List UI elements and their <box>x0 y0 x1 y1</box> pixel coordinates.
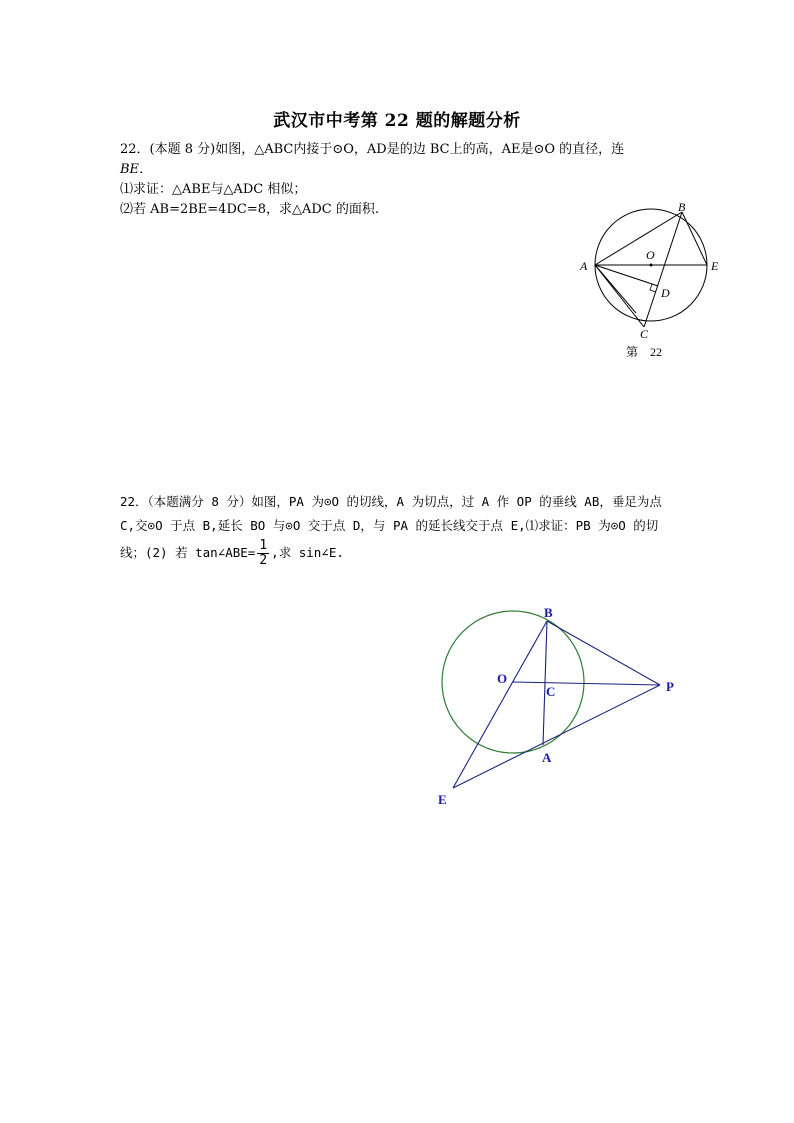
label-A: A <box>542 750 552 765</box>
label-C: C <box>546 684 556 699</box>
problem2-line3 <box>120 538 344 568</box>
fraction-one-half <box>257 539 269 568</box>
problem1-line3: ⑴求证：△ABE与△ADC 相似； <box>120 182 307 197</box>
problem1-line1: 22．(本题 8 分)如图，△ABC内接于⊙O，AD是的边 BC上的高，AE是⊙O 的直径，连 <box>120 142 625 157</box>
figure2-diagram <box>420 595 700 815</box>
page-title: 武汉市中考第 22 题的解题分析 <box>273 111 521 131</box>
label-O: O <box>497 671 508 686</box>
label-E: E <box>711 259 719 273</box>
segment-BE <box>453 621 547 788</box>
label-A: A <box>580 259 588 273</box>
center-dot <box>650 264 653 267</box>
segment-AB <box>595 212 682 265</box>
problem2-line2: C,交⊙O 于点 B,延长 BO 与⊙O 交于点 D，与 PA 的延长线交于点 E,⑴求证：PB 为⊙O 的切 <box>120 518 659 533</box>
problem1-line2: BE． <box>120 162 153 177</box>
label-B: B <box>678 200 686 214</box>
label-P: P <box>666 679 674 694</box>
label-D: D <box>661 286 670 300</box>
label-C: C <box>640 327 649 341</box>
problem2-line3-before: 线；(2) 若 tan∠ABE= <box>120 545 256 560</box>
fraction-numerator: 1 <box>259 538 268 553</box>
label-E: E <box>438 792 447 807</box>
segment-BP <box>547 621 660 685</box>
figure1-diagram <box>570 195 740 370</box>
figure1-caption: 第 22 <box>626 345 663 359</box>
segment-BC <box>644 212 682 327</box>
problem2-line1: 22．（本题满分 8 分）如图，PA 为⊙O 的切线，A 为切点，过 A 作 OP 的垂线 AB，垂足为点 <box>120 494 662 509</box>
problem1-line4: ⑵若 AB=2BE=4DC=8，求△ADC 的面积. <box>120 202 379 217</box>
segment-PE <box>453 685 660 788</box>
fraction-denominator: 2 <box>259 553 268 568</box>
label-B: B <box>544 605 553 620</box>
label-O: O <box>646 248 655 262</box>
segment-BE <box>682 212 707 265</box>
problem2-line3-after: ,求 sin∠E. <box>271 545 344 560</box>
segment-OP <box>513 682 660 685</box>
